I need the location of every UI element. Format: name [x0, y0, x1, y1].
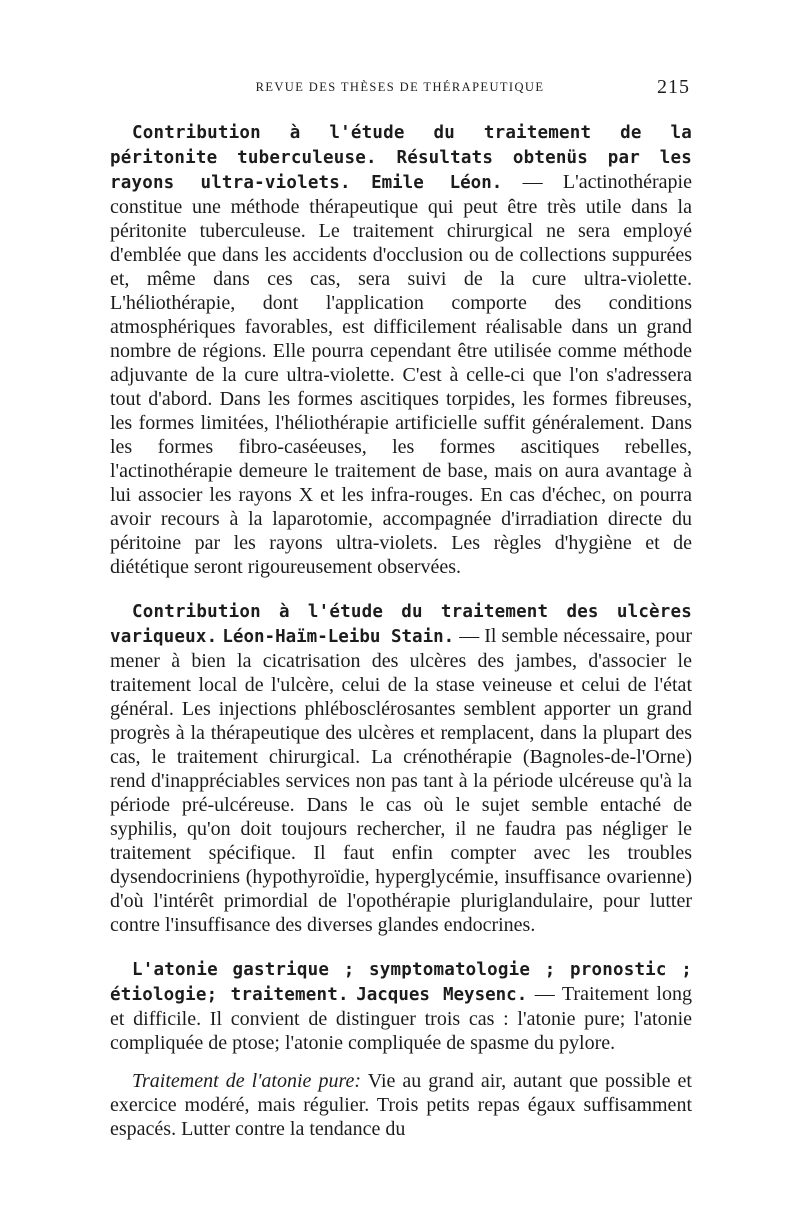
- subsection-lead: Traitement de l'atonie pure:: [132, 1070, 362, 1092]
- page-number: 215: [657, 76, 690, 98]
- article-author: Léon-Haïm-Leibu Stain.: [222, 627, 455, 647]
- article-author: Jacques Meysenc.: [356, 985, 528, 1005]
- article-ulceres: [110, 599, 692, 937]
- atonie-pure-paragraph: [110, 1069, 692, 1141]
- running-head: REVUE DES THÈSES DE THÉRAPEUTIQUE: [255, 80, 545, 94]
- article-text: — L'actinothérapie constitue une méthode thérapeutique qui peut être très utile dans la péritonite tuberculeuse. Le traitement chirurgical ne sera employé d'emblée que dans les accidents d'occlusion ou de collections suppurées et, même dans ces cas, sera suivi de la cure ultra-violette. L'héliothérapie, dont l'application comporte des conditions atmosphériques favorables, est difficilement réalisable dans un grand nombre de régions. Elle pourra cependant être utilisée comme méthode adjuvante de la cure ultra-violette. C'est à celle-ci que l'on s'adressera tout d'abord. Dans les formes ascitiques torpides, les formes fibreuses, les formes limitées, l'héliothérapie artificielle suffit généralement. Dans les formes fibro-caséeuses, les formes ascitiques rebelles, l'actinothérapie demeure le traitement de base, mais on aura avantage à lui associer les rayons X et les infra-rouges. En cas d'échec, on pourra avoir recours à la laparotomie, accompagnée d'irradiation directe du péritoine par les rayons ultra-violets. Les règles d'hygiène et de diététique seront rigoureusement observées.: [110, 171, 692, 578]
- article-author: Emile Léon.: [371, 173, 503, 193]
- page-header: [110, 78, 690, 100]
- article-text: — Traitement long et difficile. Il convient de distinguer trois cas : l'atonie pure; l'atonie compliquée de ptose; l'atonie compliquée de spasme du pylore.: [110, 983, 692, 1054]
- article-title: Contribution à l'étude du traitement des ulcères variqueux.: [110, 602, 692, 647]
- article-text: — Il semble nécessaire, pour mener à bien la cicatrisation des ulcères des jambes, d'associer le traitement local de l'ulcère, celui de la stase veineuse et celui de l'état général. Les injections phlébosclérosantes semblent apporter un grand progrès à la thérapeutique des ulcères et remplacent, dans la plupart des cas, le traitement chirurgical. La crénothérapie (Bagnoles-de-l'Orne) rend d'inappréciables services non pas tant à la période ulcéreuse qu'à la période pré-ulcéreuse. Dans le cas où le sujet semble entaché de syphilis, qu'on doit toujours rechercher, il ne faudra pas négliger le traitement spécifique. Il faut enfin compter avec les troubles dysendocriniens (hypothyroïdie, hyperglycémie, insuffisance ovarienne) d'où l'intérêt primordial de l'opothérapie pluriglandulaire, pour lutter contre l'insuffisance des diverses glandes endocrines.: [110, 625, 692, 936]
- page-body: [110, 120, 692, 1141]
- article-peritonite: [110, 120, 692, 579]
- article-title: L'atonie gastrique ; symptomatologie ; pronostic ; étiologie; traitement.: [110, 960, 692, 1005]
- subsection-text: Vie au grand air, autant que possible et exercice modéré, mais régulier. Trois petits repas égaux suffisamment espacés. Lutter contre la tendance du: [110, 1070, 692, 1140]
- article-title: Contribution à l'étude du traitement de la péritonite tuberculeuse. Résultats obtenüs par les rayons ultra-violets.: [110, 123, 692, 193]
- article-atonie: [110, 957, 692, 1055]
